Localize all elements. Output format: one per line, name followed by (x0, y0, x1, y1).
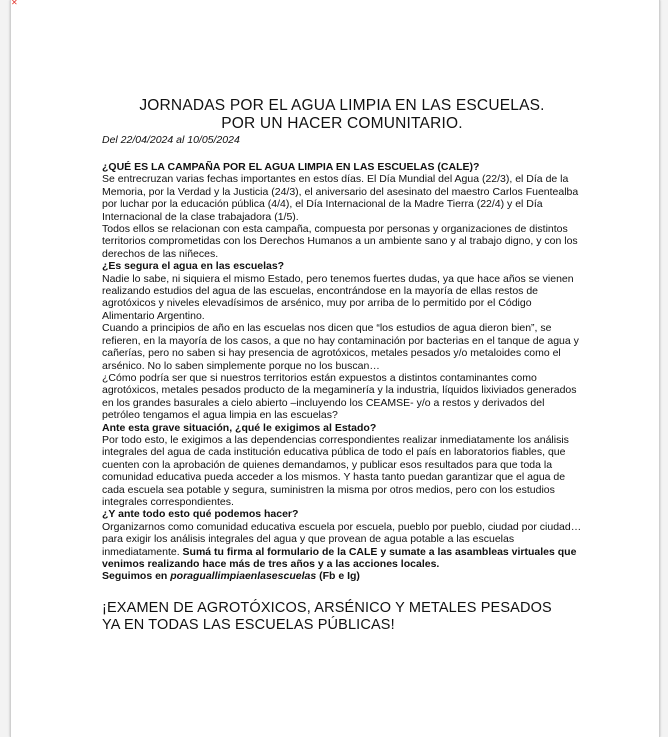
organizarnos-text: Organizarnos como comunidad educativa escuela por escuela, pueblo por pueblo, ciudad por ciudad… para exigir los análisis integrales del agua y que provean de agua potable a las escuelas inmediatamente. (102, 520, 582, 558)
closing-line-1: ¡EXAMEN DE AGROTÓXICOS, ARSÉNICO Y METALES PESADOS (102, 599, 552, 616)
document-title (102, 97, 582, 133)
paragraph-fechas: Se entrecruzan varias fechas importantes en estos días. El Día Mundial del Agua (22/3), el Día de la Memoria, por la Verdad y la Justicia (24/3), el aniversario del asesinato del maestro Carlos Fuentealba por luchar por la educación pública (4/4), el Día Internacional de la Madre Tierra (22/4) y el Día Internacional de la clase trabajadora (1/5). (102, 173, 579, 223)
date-range: Del 22/04/2024 al 10/05/2024 (102, 134, 240, 146)
firma-call-to-action: Sumá tu firma al formulario de la CALE y sumate a las asambleas virtuales que venimos realizando hace más de tres años y a las acciones locales. (102, 545, 577, 570)
social-handle: poraguallimpiaenlasescuelas (170, 570, 317, 583)
section-heading-cale: ¿QUÉ ES LA CAMPAÑA POR EL AGUA LIMPIA EN LAS ESCUELAS (CALE)? (102, 161, 480, 173)
title-line-1: JORNADAS POR EL AGUA LIMPIA EN LAS ESCUELAS. (139, 97, 545, 114)
paragraph-organizarnos (102, 521, 582, 571)
follow-line (102, 570, 582, 582)
closing-slogan (102, 600, 582, 634)
section-heading-hacer: ¿Y ante todo esto qué podemos hacer? (102, 508, 299, 521)
paragraph-exigencia: Por todo esto, le exigimos a las dependencias correspondientes realizar inmediatamente los análisis integrales del agua de cada institución educativa pública de todo el país en laboratorios fiables, que cuenten con la aprobación de quienes demandamos, y publicar esos resultados para que toda la comunidad educativa pueda acceder a los mismos. Y hasta tanto puedan garantizar que el agua de cada escuela sea potable y segura, suministren la misma por otros medios, pero con los estudios integrales correspondientes. (102, 433, 569, 508)
document-page (10, 0, 660, 737)
paragraph-contaminantes: ¿Cómo podría ser que si nuestros territorios están expuestos a distintos contaminantes como agrotóxicos, metales pesados producto de la megaminería y la industria, líquidos lixiviados generados en los grandes basurales a cielo abierto –incluyendo los CEAMSE- y/o a restos y derivados del petróleo tengamos el agua limpia en las escuelas? (102, 371, 577, 422)
document-content (102, 97, 582, 634)
title-line-2: POR UN HACER COMUNITARIO. (221, 115, 463, 132)
section-heading-segura: ¿Es segura el agua en las escuelas? (102, 260, 285, 273)
closing-line-2: YA EN TODAS LAS ESCUELAS PÚBLICAS! (102, 616, 395, 633)
close-icon[interactable]: ✕ (11, 0, 18, 7)
paragraph-nadie-sabe: Nadie lo sabe, ni siquiera el mismo Estado, pero tenemos fuertes dudas, ya que hace años se vienen realizando estudios del agua de las escuelas, encontrándose en la mayoría de ellas restos de agrotóxicos y niveles elevadísimos de arsénico, muy por arriba de lo permitido por el Código Alimentario Argentino. (102, 272, 574, 322)
paragraph-campana: Todos ellos se relacionan con esta campaña, compuesta por personas y organizaciones de distintos territorios comprometidas con los Derechos Humanos a un ambiente sano y al trabajo digno, y con los derechos de las niñeces. (102, 223, 578, 260)
paragraph-estudios: Cuando a principios de año en las escuelas nos dicen que “los estudios de agua dieron bien”, se refieren, en la mayoría de los casos, a que no hay contaminación por bacterias en el tanque de agua y cañerías, pero no saben si hay presencia de agrotóxicos, metales pesados y/o metaloides como el arsénico. No lo saben simplemente porque no los buscan… (102, 322, 579, 372)
follow-suffix: (Fb e Ig) (316, 570, 360, 583)
section-heading-exigimos: Ante esta grave situación, ¿qué le exigimos al Estado? (102, 421, 377, 434)
follow-prefix: Seguimos en (102, 570, 171, 583)
